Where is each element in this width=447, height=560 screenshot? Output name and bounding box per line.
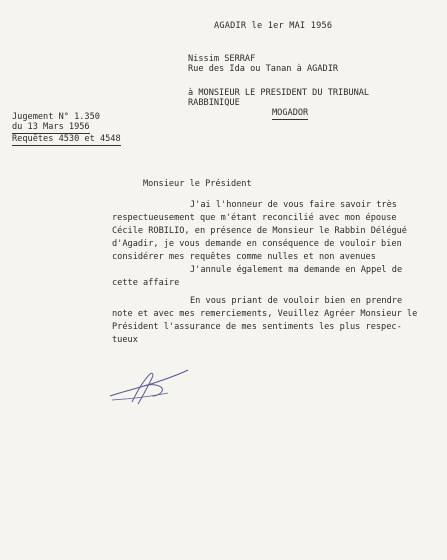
body-line: d'Agadir, je vous demande en conséquence de vouloir bien	[112, 239, 402, 249]
reference-requetes: Requêtes 4530 et 4548	[12, 134, 121, 144]
body-line: tueux	[112, 335, 138, 345]
body-line: cette affaire	[112, 278, 180, 288]
recipient-line-1: à MONSIEUR LE PRESIDENT DU TRIBUNAL	[188, 88, 370, 98]
recipient-city: MOGADOR	[272, 108, 309, 118]
sender-name: Nissim SERRAF	[188, 54, 256, 64]
body-line: considérer mes requêtes comme nulles et non avenues	[112, 252, 376, 262]
reference-date: du 13 Mars 1956	[12, 122, 90, 132]
body-line: Cécile ROBILIO, en présence de Monsieur le Rabbin Délégué	[112, 226, 407, 236]
body-line: En vous priant de vouloir bien en prendre	[190, 296, 403, 306]
place-date: AGADIR le 1er MAI 1956	[214, 21, 333, 31]
body-line: Président l'assurance de mes sentiments les plus respec-	[112, 322, 402, 332]
body-line: respectueusement que m'étant reconcilié avec mon épouse	[112, 213, 397, 223]
sender-address: Rue des Ida ou Tanan à AGADIR	[188, 64, 339, 74]
handwritten-signature	[108, 366, 190, 408]
body-line: J'ai l'honneur de vous faire savoir très	[190, 200, 397, 210]
recipient-line-2: RABBINIQUE	[188, 98, 240, 108]
reference-jugement: Jugement N° 1.350	[12, 112, 100, 122]
body-line: J'annule également ma demande en Appel de	[190, 265, 403, 275]
body-line: note et avec mes remerciements, Veuillez Agréer Monsieur le	[112, 309, 418, 319]
salutation: Monsieur le Président	[143, 179, 252, 189]
